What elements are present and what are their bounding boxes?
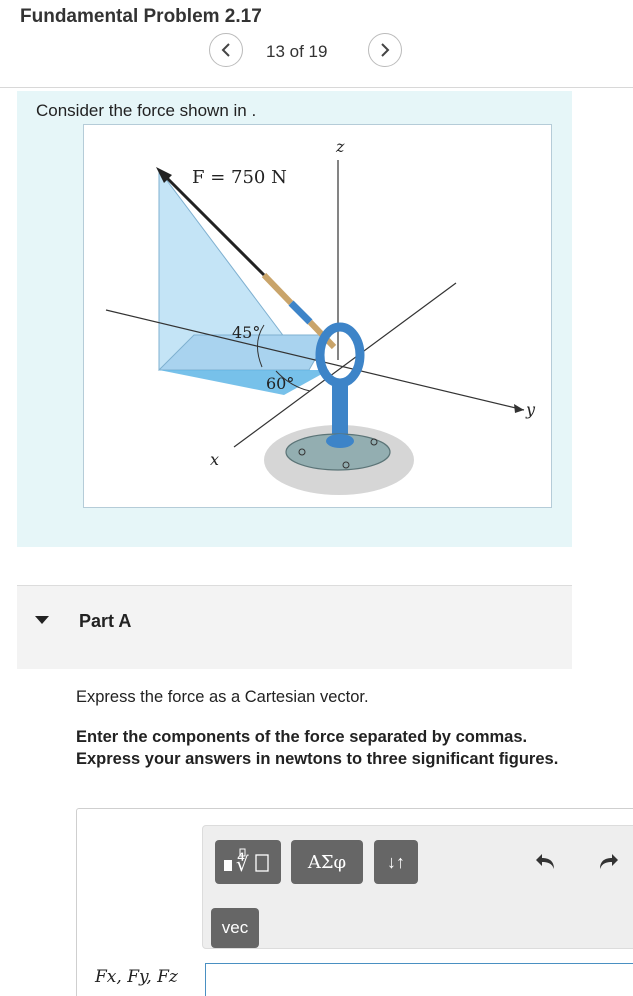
- problem-nav: [0, 30, 633, 70]
- problem-counter: 13 of 19: [266, 42, 328, 61]
- vector-button[interactable]: vec: [211, 908, 259, 948]
- answer-area: [76, 808, 633, 996]
- redo-icon: [596, 851, 620, 873]
- undo-button[interactable]: [531, 848, 561, 876]
- cable-sleeve: [291, 303, 310, 322]
- problem-statement: Consider the force shown in .: [36, 101, 257, 120]
- divider: [0, 87, 633, 88]
- chevron-right-icon: [379, 42, 391, 58]
- problem-statement-panel: [17, 91, 572, 547]
- eyebolt-base: [326, 434, 354, 448]
- eyebolt-shank: [332, 380, 348, 442]
- z-axis-label: z: [336, 137, 345, 156]
- problem-title: Fundamental Problem 2.17: [20, 6, 262, 27]
- svg-text:∜: ∜: [236, 852, 249, 876]
- greek-symbols-button[interactable]: ΑΣφ: [291, 840, 363, 884]
- part-a-header[interactable]: [17, 586, 572, 669]
- force-figure: [83, 124, 552, 508]
- eyebolt-ring: [320, 327, 360, 383]
- undo-icon: [534, 851, 558, 873]
- azimuth-angle-label: 60°: [266, 374, 295, 393]
- chevron-left-icon: [220, 42, 232, 58]
- answer-label: Fx, Fy, Fz: [95, 967, 178, 987]
- rope-segment: [264, 275, 291, 303]
- caret-down-icon: [35, 616, 49, 624]
- part-instruction: Express the force as a Cartesian vector.: [76, 688, 369, 706]
- y-axis-arrow: [514, 404, 524, 413]
- next-problem-button[interactable]: [368, 33, 402, 67]
- template-root-icon: [220, 847, 276, 877]
- prev-problem-button[interactable]: [209, 33, 243, 67]
- force-diagram: [84, 125, 552, 508]
- answer-input[interactable]: [205, 963, 633, 996]
- force-label: F = 750 N: [192, 167, 287, 188]
- y-axis-label: y: [526, 400, 536, 419]
- projection-triangle: [159, 370, 329, 395]
- redo-button[interactable]: [593, 848, 623, 876]
- template-button[interactable]: [215, 840, 281, 884]
- x-axis-label: x: [210, 450, 220, 469]
- part-title: Part A: [79, 611, 132, 631]
- elevation-angle-label: 45°: [232, 323, 261, 342]
- part-detail: Enter the components of the force separated by commas. Express your answers in newtons to three significant figures.: [76, 728, 559, 768]
- math-toolbar: [202, 825, 633, 949]
- subscript-superscript-button[interactable]: ↓↑: [374, 840, 418, 884]
